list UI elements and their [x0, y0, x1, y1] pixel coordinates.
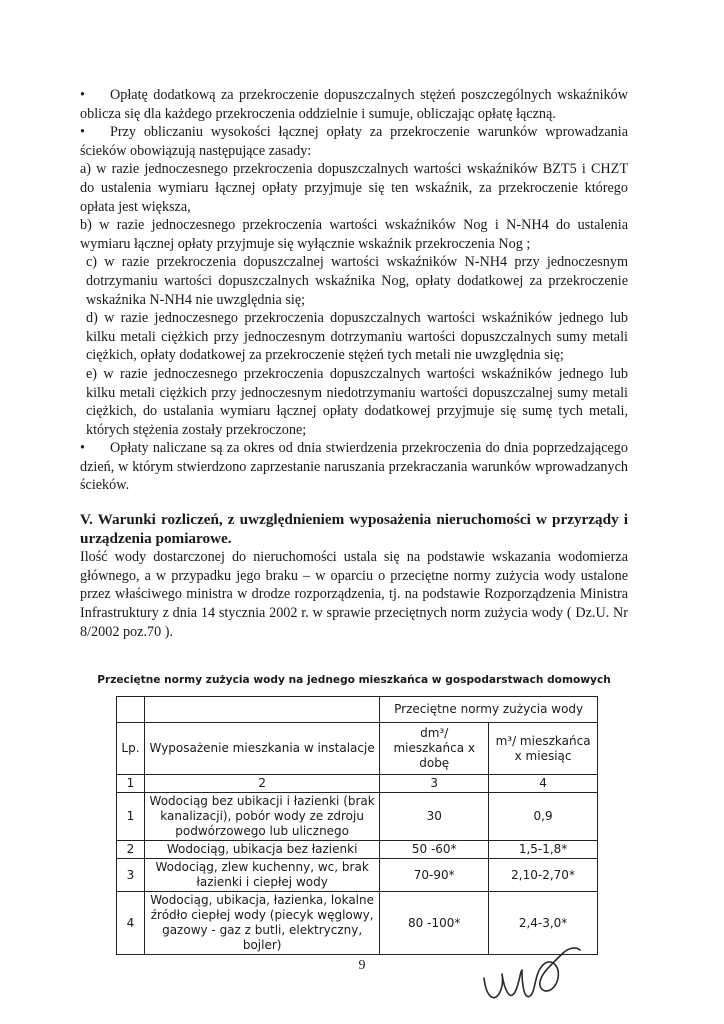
table-cell: 1 — [117, 775, 145, 793]
bullet-paragraph-1: • Opłatę dodatkową za przekroczenie dopuszczalnych stężeń poszczególnych wskaźników oblicza się dla każdego przekroczenia oddzielnie i sumuje, obliczając opłatę łączną. — [80, 87, 628, 122]
bullet-paragraph-3: • Opłaty naliczane są za okres od dnia stwierdzenia przekroczenia do dnia poprzedzającego dzień, w którym stwierdzono zaprzestanie naruszania przekraczania warunków wprowadzanych ścieków. — [80, 440, 628, 494]
body-text — [80, 86, 628, 641]
table-cell-lp: 1 — [117, 793, 145, 841]
table-header-equipment: Wyposażenie mieszkania w instalacje — [144, 723, 379, 775]
table-cell: 4 — [489, 775, 598, 793]
table-cell-dm3: 80 -100* — [380, 892, 489, 955]
table-header-lp: Lp. — [117, 723, 145, 775]
rule-e: e) w razie jednoczesnego przekroczenia dopuszczalnych wartości wskaźników jednego lub kilku metali ciężkich przy jednoczesnym niedotrzymaniu wartości dopuszczalnej sumy metali ciężkich, do ustalania wymiaru łącznej opłaty dodatkowej przyjmuje się sumę tych metali, których stężenia zostały przekroczone; — [86, 365, 628, 438]
table-column-number-row — [117, 775, 598, 793]
table-cell-m3: 1,5-1,8* — [489, 841, 598, 859]
table-cell-m3: 0,9 — [489, 793, 598, 841]
table-cell: 2 — [144, 775, 379, 793]
table-cell-lp: 3 — [117, 859, 145, 892]
rule-b: b) w razie jednoczesnego przekroczenia wartości wskaźników Nog i N-NH4 do ustalenia wymiaru łącznej opłaty przyjmuje się wyłącznie wskaźnik przekroczenia Nog ; — [80, 217, 628, 252]
section-body: Ilość wody dostarczonej do nieruchomości ustala się na podstawie wskazania wodomierza głównego, a w przypadku jego braku – w oparciu o przeciętne normy zużycia wody ustalone przez właściwego ministra w drodze rozporządzenia, tj. na podstawie Rozporządzenia Ministra Infrastruktury z dnia 14 stycznia 2002 r. w sprawie przeciętnych norm zużycia wody ( Dz.U. Nr 8/2002 poz.70 ). — [80, 549, 628, 640]
table-header-row-1 — [117, 697, 598, 723]
table-cell-empty — [144, 697, 379, 723]
table-cell-desc: Wodociąg, ubikacja, łazienka, lokalne źródło ciepłej wody (piecyk węglowy, gazowy - gaz z butli, elektryczny, bojler) — [144, 892, 379, 955]
table-header-m3: m³/ mieszkańca x miesiąc — [489, 723, 598, 775]
handwritten-signature — [478, 944, 588, 1010]
table-cell-desc: Wodociąg, zlew kuchenny, wc, brak łazienki i ciepłej wody — [144, 859, 379, 892]
table-header-row-2 — [117, 723, 598, 775]
table-cell-empty — [117, 697, 145, 723]
table-cell: 3 — [380, 775, 489, 793]
bullet-symbol: • — [80, 87, 85, 103]
table-row — [117, 859, 598, 892]
table-cell-desc: Wodociąg bez ubikacji i łazienki (brak kanalizacji), pobór wody ze zdroju podwórzowego lub ulicznego — [144, 793, 379, 841]
table-cell-dm3: 70-90* — [380, 859, 489, 892]
table-header-dm3: dm³/ mieszkańca x dobę — [380, 723, 489, 775]
table-cell-dm3: 50 -60* — [380, 841, 489, 859]
bullet-symbol: • — [80, 440, 85, 457]
bullet-symbol: • — [80, 124, 85, 141]
rule-a: a) w razie jednoczesnego przekroczenia dopuszczalnych wartości wskaźników BZT5 i CHZT do ustalenia wymiaru łącznej opłaty przyjmuje się ten wskaźnik, za przekroczenie którego opłata jest większa, — [80, 161, 628, 215]
table-cell-lp: 2 — [117, 841, 145, 859]
table-cell-m3: 2,10-2,70* — [489, 859, 598, 892]
rule-d: d) w razie jednoczesnego przekroczenia dopuszczalnych wartości wskaźników jednego lub kilku metali ciężkich przy jednoczesnym dotrzymaniu wartości dopuszczalnych sumy metali ciężkich, opłaty dodatkowej za przekroczenie stężeń tych metali nie uwzględnia się; — [86, 310, 628, 364]
page-number: 9 — [358, 958, 366, 973]
table-cell-m3: 2,4-3,0* — [489, 892, 598, 955]
table-row — [117, 793, 598, 841]
table-cell-dm3: 30 — [380, 793, 489, 841]
section-heading: V. Warunki rozliczeń, z uwzględnieniem wyposażenia nieruchomości w przyrządy i urządzenia pomiarowe. — [80, 511, 628, 547]
table-row — [117, 841, 598, 859]
bullet-paragraph-2: • Przy obliczaniu wysokości łącznej opłaty za przekroczenie warunków wprowadzania ścieków obowiązują następujące zasady: — [80, 124, 628, 159]
table-cell-desc: Wodociąg, ubikacja bez łazienki — [144, 841, 379, 859]
table-header-group: Przeciętne normy zużycia wody — [380, 697, 598, 723]
water-norms-table — [116, 696, 598, 955]
table-cell-lp: 4 — [117, 892, 145, 955]
rule-c: c) w razie przekroczenia dopuszczalnej wartości wskaźników N-NH4 przy jednoczesnym dotrzymaniu wartości dopuszczalnych wskaźnika Nog, opłaty dodatkowej za przekroczenie wskaźnika N-NH4 nie uwzględnia się; — [86, 254, 628, 308]
table-title: Przeciętne normy zużycia wody na jednego mieszkańca w gospodarstwach domowych — [97, 674, 611, 686]
